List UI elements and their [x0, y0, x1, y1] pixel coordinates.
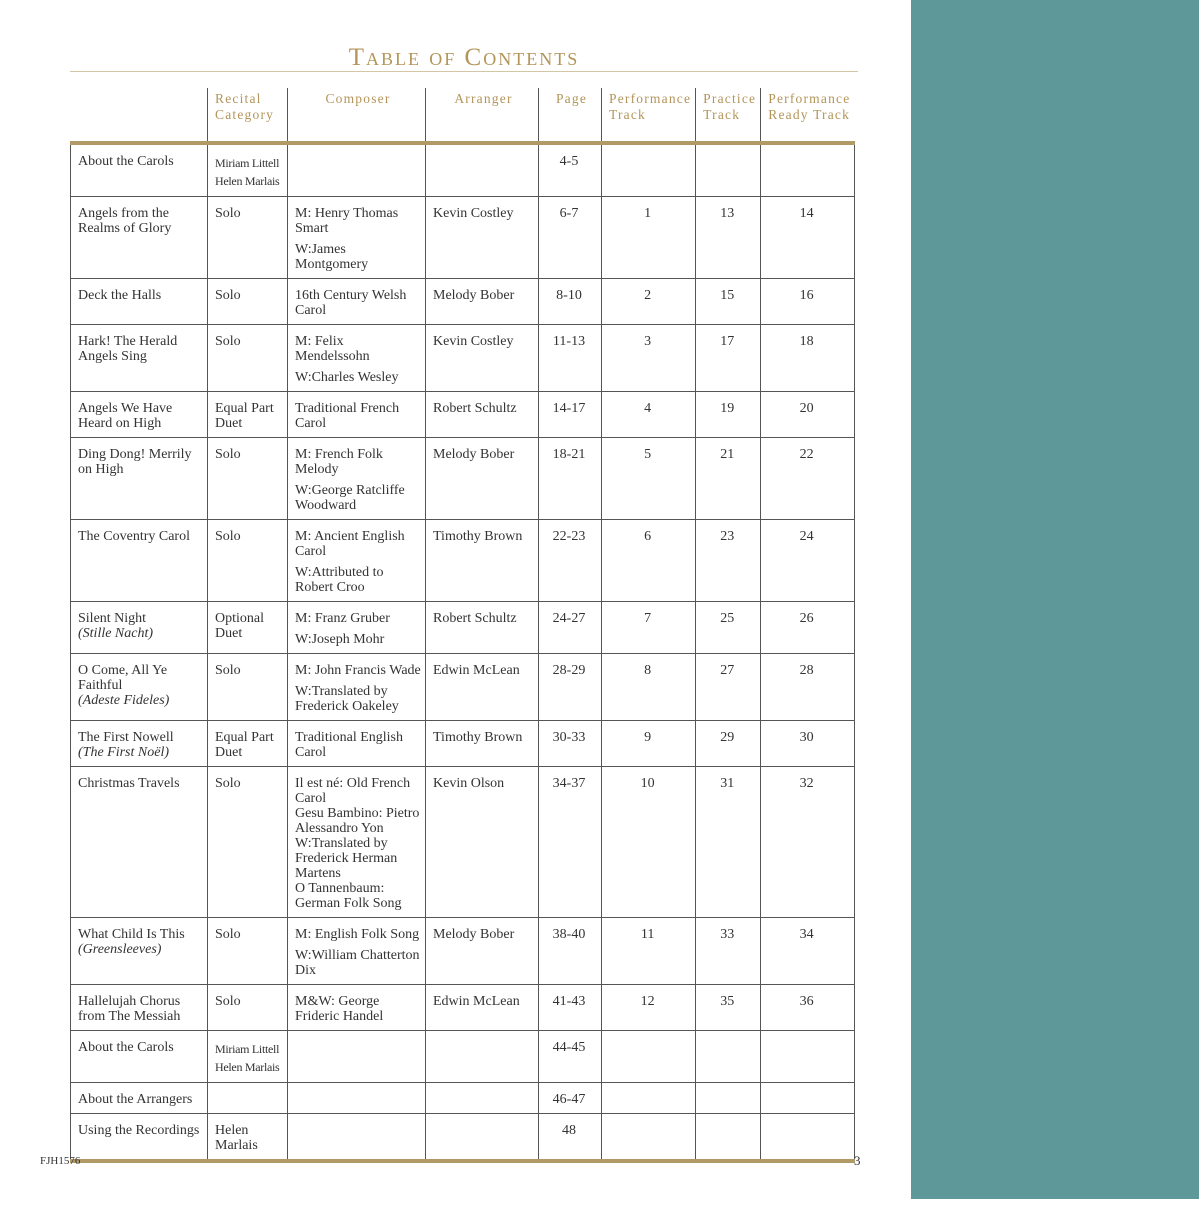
- arranger-cell: Melody Bober: [426, 279, 539, 325]
- composer-text: M: Felix Mendelssohn: [295, 334, 370, 364]
- category-cell: [208, 1114, 288, 1162]
- arranger-cell: Timothy Brown: [426, 520, 539, 602]
- practice-track-cell: 17: [696, 325, 761, 392]
- piece-title: Christmas Travels: [78, 776, 180, 791]
- piece-title-cell: [71, 721, 208, 767]
- table-header-row: [71, 88, 855, 143]
- composer-text: M: Henry Thomas Smart: [295, 206, 399, 236]
- table-row: [71, 918, 855, 985]
- ready-track-cell: 18: [761, 325, 855, 392]
- piece-title: About the Arrangers: [78, 1092, 193, 1107]
- composer-text: W:Translated by Frederick Herman Martens: [295, 836, 398, 881]
- piece-title-cell: [71, 143, 208, 197]
- table-row: [71, 1083, 855, 1114]
- piece-title: O Come, All Ye Faithful: [78, 663, 168, 693]
- table-row: [71, 520, 855, 602]
- category-cell: [208, 143, 288, 197]
- ready-track-cell: 28: [761, 654, 855, 721]
- composer-cell: [288, 602, 426, 654]
- piece-title: Silent Night: [78, 611, 147, 626]
- table-row: [71, 143, 855, 197]
- contents-table: [70, 88, 855, 1163]
- ready-track-cell: [761, 1114, 855, 1162]
- ready-track-cell: 34: [761, 918, 855, 985]
- brand-sidebar: [911, 0, 1199, 1199]
- ready-track-cell: 24: [761, 520, 855, 602]
- page-cell: 34-37: [539, 767, 602, 918]
- composer-text: O Tannenbaum: German Folk Song: [295, 881, 402, 911]
- arranger-cell: [426, 1083, 539, 1114]
- practice-track-cell: 15: [696, 279, 761, 325]
- composer-cell: [288, 1031, 426, 1083]
- composer-text: Traditional English Carol: [295, 730, 403, 760]
- ready-track-cell: 30: [761, 721, 855, 767]
- practice-track-cell: [696, 1114, 761, 1162]
- page-cell: 11-13: [539, 325, 602, 392]
- table-row: [71, 721, 855, 767]
- piece-title: Hark! The Herald Angels Sing: [78, 334, 178, 364]
- composer-text: M&W: George Frideric Handel: [295, 994, 384, 1024]
- table-row: [71, 392, 855, 438]
- piece-title-cell: [71, 197, 208, 279]
- arranger-cell: Edwin McLean: [426, 654, 539, 721]
- composer-cell: [288, 279, 426, 325]
- piece-title: Angels from the Realms of Glory: [78, 206, 172, 236]
- arranger-cell: Kevin Costley: [426, 325, 539, 392]
- ready-track-cell: [761, 1031, 855, 1083]
- column-header: Recital Category: [208, 88, 288, 143]
- page-cell: 46-47: [539, 1083, 602, 1114]
- composer-text: W:Translated by Frederick Oakeley: [295, 684, 399, 714]
- composer-text: M: Franz Gruber: [295, 611, 390, 626]
- ready-track-cell: 16: [761, 279, 855, 325]
- category-text: Optional Duet: [215, 611, 264, 641]
- header-blank: [71, 88, 208, 143]
- piece-title-cell: [71, 1031, 208, 1083]
- category-text: Helen Marlais: [215, 1123, 258, 1153]
- composer-text: Traditional French Carol: [295, 401, 400, 431]
- practice-track-cell: 25: [696, 602, 761, 654]
- category-cell: [208, 1031, 288, 1083]
- practice-track-cell: 33: [696, 918, 761, 985]
- piece-title: The Coventry Carol: [78, 529, 190, 544]
- column-header: Performance Ready Track: [761, 88, 855, 143]
- category-cell: [208, 520, 288, 602]
- performance-track-cell: [602, 1114, 696, 1162]
- category-cell: [208, 438, 288, 520]
- performance-track-cell: 10: [602, 767, 696, 918]
- category-cell: [208, 392, 288, 438]
- arranger-cell: [426, 143, 539, 197]
- performance-track-cell: [602, 143, 696, 197]
- composer-text: W:William Chatterton Dix: [295, 948, 420, 978]
- ready-track-cell: 22: [761, 438, 855, 520]
- arranger-cell: Edwin McLean: [426, 985, 539, 1031]
- page-cell: 4-5: [539, 143, 602, 197]
- performance-track-cell: [602, 1083, 696, 1114]
- page-cell: 30-33: [539, 721, 602, 767]
- composer-text: Gesu Bambino: Pietro Alessandro Yon: [295, 806, 420, 836]
- composer-text: W:George Ratcliffe Woodward: [295, 483, 405, 513]
- page-cell: 28-29: [539, 654, 602, 721]
- arranger-cell: Melody Bober: [426, 918, 539, 985]
- composer-cell: [288, 520, 426, 602]
- piece-title-cell: [71, 279, 208, 325]
- category-text: Helen Marlais: [215, 1060, 280, 1074]
- category-text: Solo: [215, 206, 241, 221]
- performance-track-cell: 5: [602, 438, 696, 520]
- page-cell: 14-17: [539, 392, 602, 438]
- composer-text: M: English Folk Song: [295, 927, 420, 942]
- page-cell: 38-40: [539, 918, 602, 985]
- practice-track-cell: [696, 143, 761, 197]
- category-cell: [208, 918, 288, 985]
- category-cell: [208, 1083, 288, 1114]
- composer-text: M: John Francis Wade: [295, 663, 421, 678]
- performance-track-cell: 8: [602, 654, 696, 721]
- composer-cell: [288, 325, 426, 392]
- table-row: [71, 325, 855, 392]
- page-cell: 8-10: [539, 279, 602, 325]
- page-cell: 22-23: [539, 520, 602, 602]
- category-cell: [208, 985, 288, 1031]
- category-text: Equal Part Duet: [215, 401, 274, 431]
- arranger-cell: Melody Bober: [426, 438, 539, 520]
- category-text: Solo: [215, 447, 241, 462]
- column-header: Arranger: [426, 88, 539, 143]
- piece-title-cell: [71, 654, 208, 721]
- piece-title-cell: [71, 392, 208, 438]
- piece-title: What Child Is This: [78, 927, 185, 942]
- composer-cell: [288, 1083, 426, 1114]
- ready-track-cell: 14: [761, 197, 855, 279]
- category-text: Equal Part Duet: [215, 730, 274, 760]
- category-text: Miriam Littell: [215, 1042, 280, 1056]
- table-row: [71, 602, 855, 654]
- arranger-cell: Kevin Olson: [426, 767, 539, 918]
- composer-cell: [288, 1114, 426, 1162]
- practice-track-cell: 23: [696, 520, 761, 602]
- arranger-cell: Robert Schultz: [426, 392, 539, 438]
- piece-title-cell: [71, 1083, 208, 1114]
- performance-track-cell: 9: [602, 721, 696, 767]
- piece-title: The First Nowell: [78, 730, 174, 745]
- piece-title: Deck the Halls: [78, 288, 162, 303]
- piece-title-cell: [71, 438, 208, 520]
- category-cell: [208, 602, 288, 654]
- ready-track-cell: 36: [761, 985, 855, 1031]
- column-header: Practice Track: [696, 88, 761, 143]
- table-row: [71, 438, 855, 520]
- composer-cell: [288, 197, 426, 279]
- piece-subtitle: (Adeste Fideles): [78, 693, 170, 708]
- category-cell: [208, 767, 288, 918]
- column-header: Page: [539, 88, 602, 143]
- category-cell: [208, 325, 288, 392]
- table-row: [71, 767, 855, 918]
- piece-title-cell: [71, 602, 208, 654]
- category-cell: [208, 654, 288, 721]
- page-title: Table of Contents: [348, 44, 580, 71]
- arranger-cell: [426, 1114, 539, 1162]
- performance-track-cell: 1: [602, 197, 696, 279]
- practice-track-cell: 35: [696, 985, 761, 1031]
- table-row: [71, 985, 855, 1031]
- composer-cell: [288, 143, 426, 197]
- composer-cell: [288, 985, 426, 1031]
- ready-track-cell: [761, 143, 855, 197]
- category-cell: [208, 197, 288, 279]
- practice-track-cell: 13: [696, 197, 761, 279]
- performance-track-cell: 6: [602, 520, 696, 602]
- table-row: [71, 1031, 855, 1083]
- page-cell: 48: [539, 1114, 602, 1162]
- arranger-cell: Timothy Brown: [426, 721, 539, 767]
- column-header: Performance Track: [602, 88, 696, 143]
- page-cell: 24-27: [539, 602, 602, 654]
- performance-track-cell: 2: [602, 279, 696, 325]
- piece-title: Angels We Have Heard on High: [78, 401, 173, 431]
- composer-text: 16th Century Welsh Carol: [295, 288, 407, 318]
- piece-title-cell: [71, 985, 208, 1031]
- category-text: Solo: [215, 927, 241, 942]
- category-text: Solo: [215, 776, 241, 791]
- practice-track-cell: 19: [696, 392, 761, 438]
- composer-text: Il est né: Old French Carol: [295, 776, 411, 806]
- ready-track-cell: 26: [761, 602, 855, 654]
- composer-cell: [288, 654, 426, 721]
- composer-text: M: Ancient English Carol: [295, 529, 405, 559]
- piece-title: Using the Recordings: [78, 1123, 200, 1138]
- category-text: Helen Marlais: [215, 174, 280, 188]
- table-row: [71, 279, 855, 325]
- composer-cell: [288, 392, 426, 438]
- piece-title: About the Carols: [78, 1040, 174, 1055]
- performance-track-cell: 7: [602, 602, 696, 654]
- arranger-cell: Kevin Costley: [426, 197, 539, 279]
- composer-text: W:James Montgomery: [295, 242, 369, 272]
- table-row: [71, 1114, 855, 1162]
- page-cell: 18-21: [539, 438, 602, 520]
- piece-title: Hallelujah Chorus from The Messiah: [78, 994, 181, 1024]
- page-number: 3: [854, 1153, 861, 1168]
- composer-text: W:Charles Wesley: [295, 370, 399, 385]
- product-code: FJH1576: [40, 1155, 81, 1167]
- composer-cell: [288, 721, 426, 767]
- category-text: Solo: [215, 529, 241, 544]
- piece-title: Ding Dong! Merrily on High: [78, 447, 192, 477]
- piece-title-cell: [71, 325, 208, 392]
- category-text: Solo: [215, 994, 241, 1009]
- practice-track-cell: 31: [696, 767, 761, 918]
- page-cell: 41-43: [539, 985, 602, 1031]
- composer-text: M: French Folk Melody: [295, 447, 383, 477]
- composer-cell: [288, 767, 426, 918]
- piece-title-cell: [71, 520, 208, 602]
- piece-title-cell: [71, 918, 208, 985]
- table-row: [71, 654, 855, 721]
- ready-track-cell: 20: [761, 392, 855, 438]
- arranger-cell: Robert Schultz: [426, 602, 539, 654]
- category-text: Solo: [215, 288, 241, 303]
- table-row: [71, 197, 855, 279]
- column-header: Composer: [288, 88, 426, 143]
- practice-track-cell: 21: [696, 438, 761, 520]
- ready-track-cell: 32: [761, 767, 855, 918]
- composer-cell: [288, 438, 426, 520]
- composer-text: W:Attributed to Robert Croo: [295, 565, 384, 595]
- category-text: Solo: [215, 334, 241, 349]
- practice-track-cell: 29: [696, 721, 761, 767]
- title-divider: [70, 71, 858, 72]
- performance-track-cell: 12: [602, 985, 696, 1031]
- category-cell: [208, 721, 288, 767]
- piece-title-cell: [71, 767, 208, 918]
- arranger-cell: [426, 1031, 539, 1083]
- category-cell: [208, 279, 288, 325]
- performance-track-cell: 4: [602, 392, 696, 438]
- category-text: Solo: [215, 663, 241, 678]
- composer-text: W:Joseph Mohr: [295, 632, 385, 647]
- category-text: Miriam Littell: [215, 156, 280, 170]
- piece-subtitle: (Stille Nacht): [78, 626, 154, 641]
- piece-subtitle: (Greensleeves): [78, 942, 162, 957]
- practice-track-cell: [696, 1031, 761, 1083]
- ready-track-cell: [761, 1083, 855, 1114]
- performance-track-cell: [602, 1031, 696, 1083]
- piece-title-cell: [71, 1114, 208, 1162]
- page-cell: 6-7: [539, 197, 602, 279]
- piece-subtitle: (The First Noël): [78, 745, 169, 760]
- composer-cell: [288, 918, 426, 985]
- page-cell: 44-45: [539, 1031, 602, 1083]
- practice-track-cell: 27: [696, 654, 761, 721]
- piece-title: About the Carols: [78, 154, 174, 169]
- performance-track-cell: 11: [602, 918, 696, 985]
- performance-track-cell: 3: [602, 325, 696, 392]
- practice-track-cell: [696, 1083, 761, 1114]
